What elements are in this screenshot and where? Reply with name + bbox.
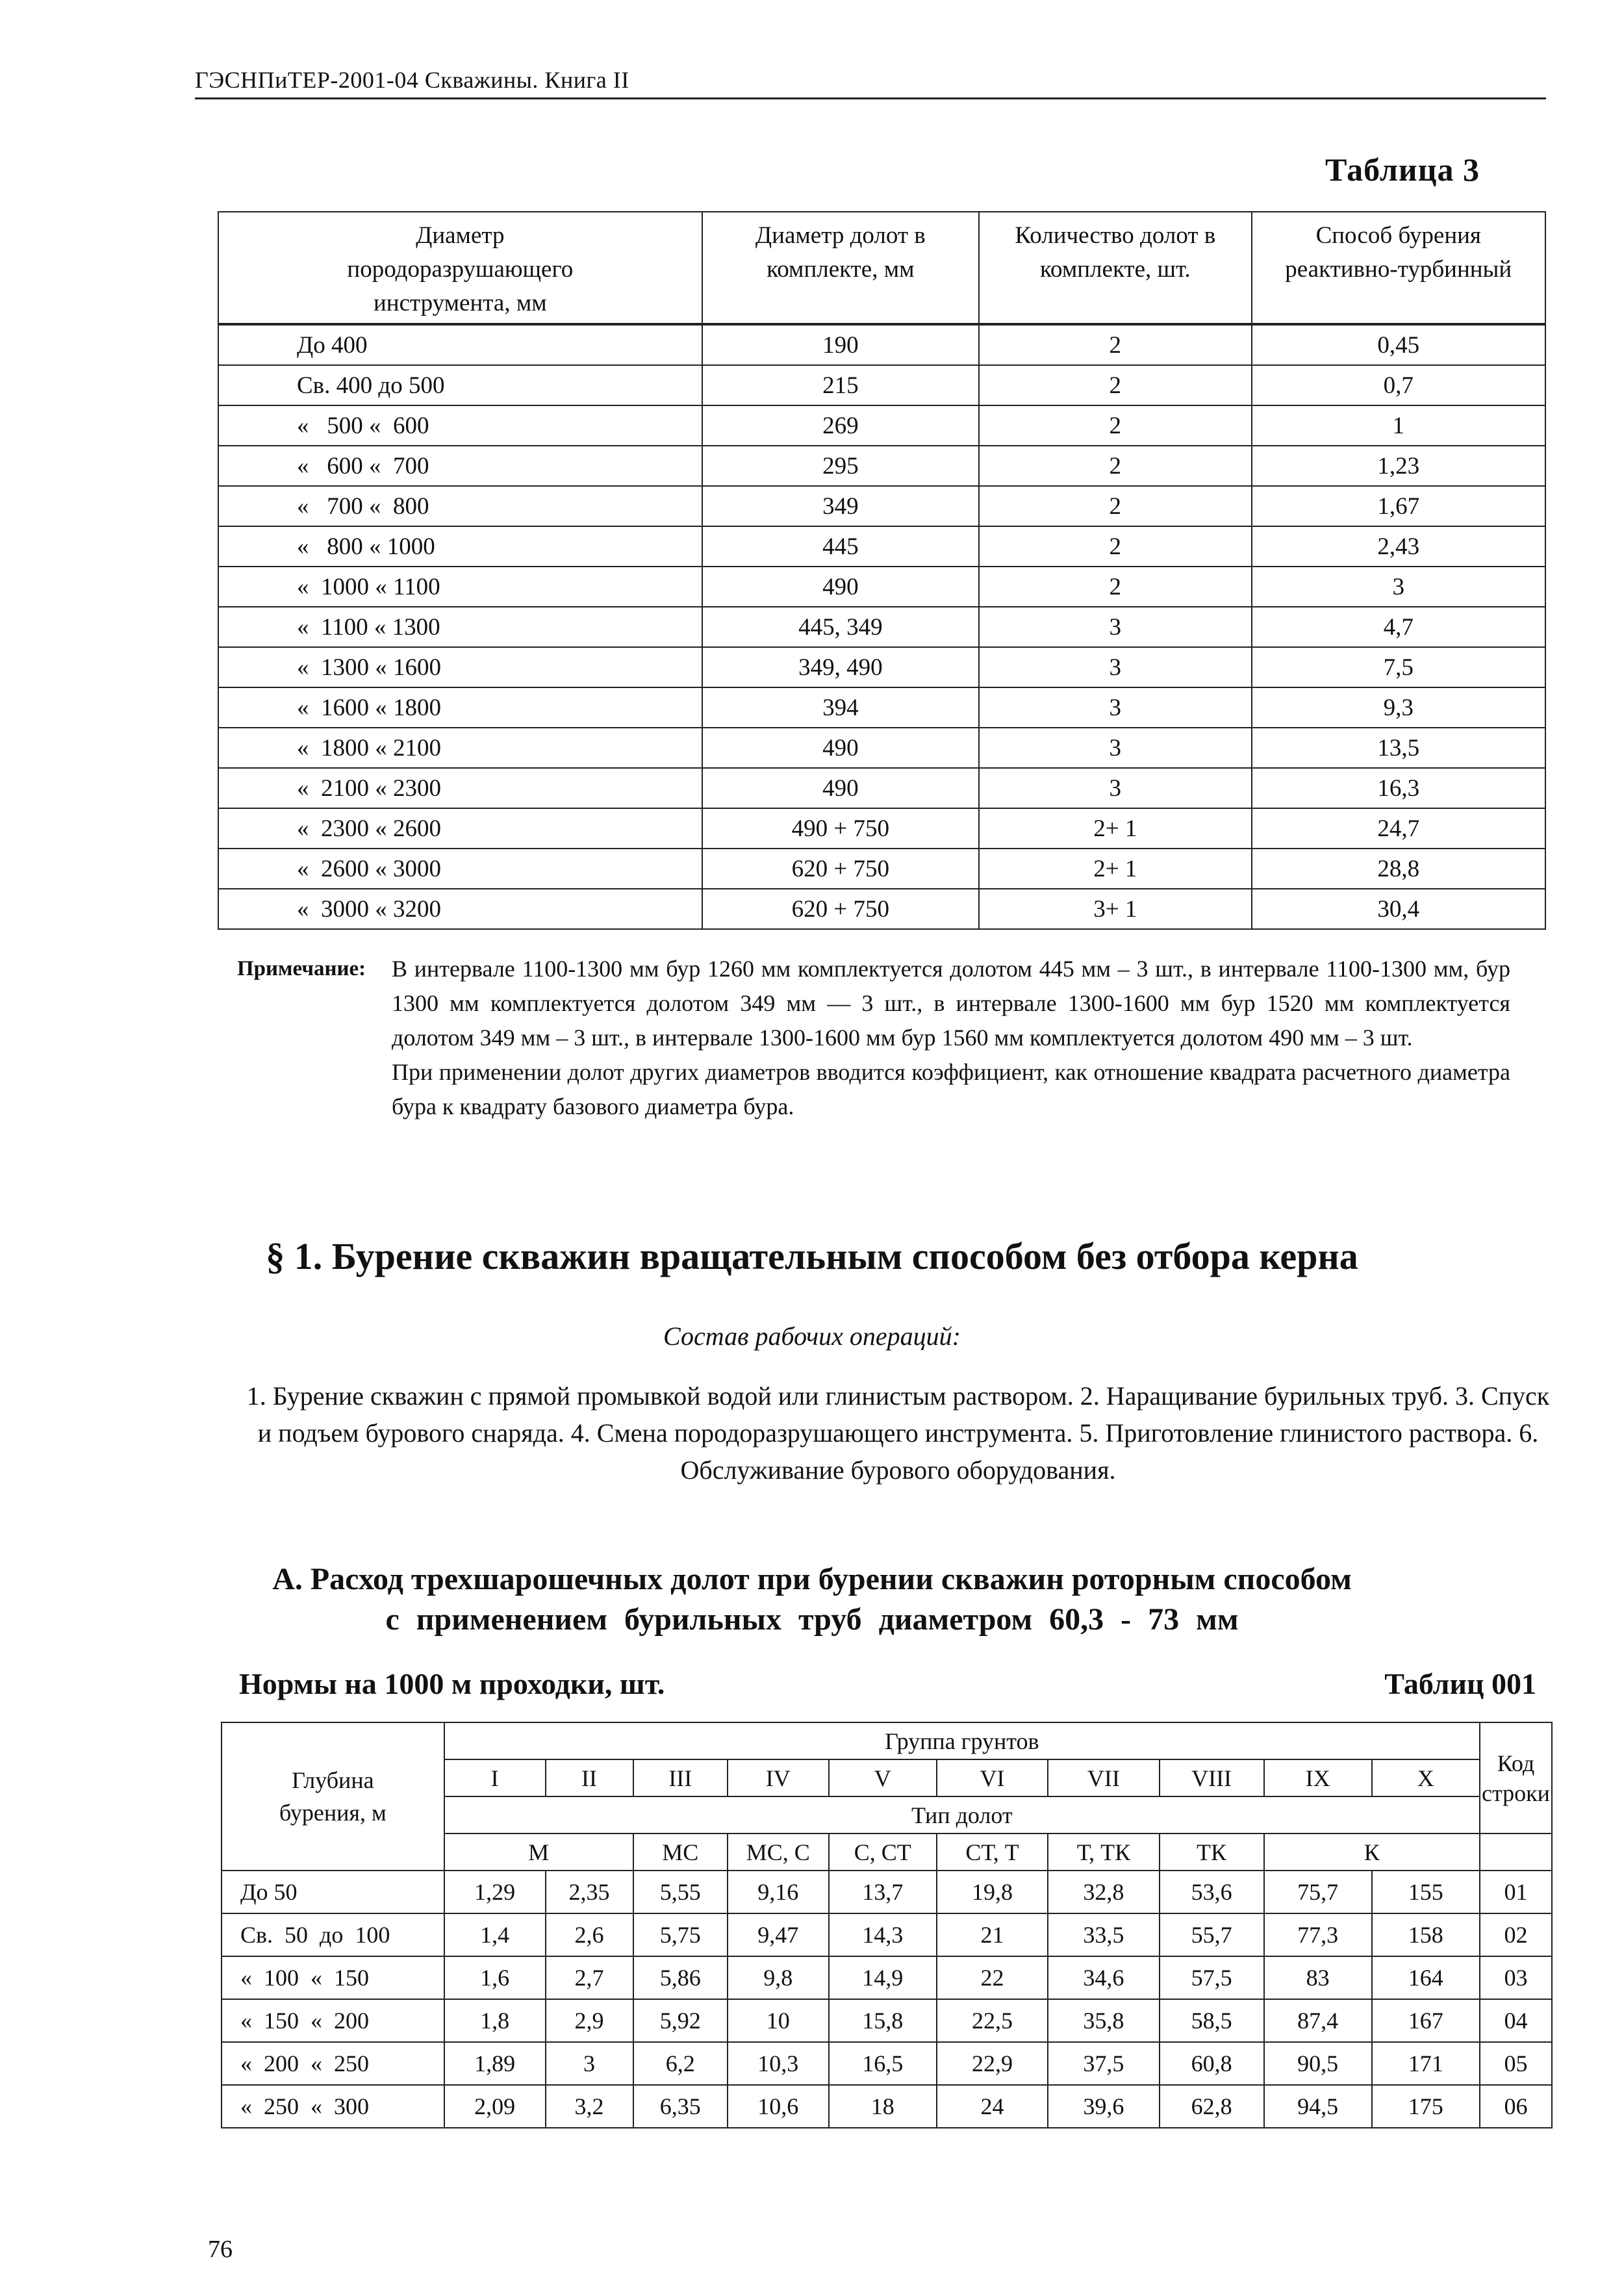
table001-type-cell: МС <box>633 1833 728 1871</box>
table3-row <box>218 728 1545 768</box>
table3-cell: 4,7 <box>1252 607 1545 647</box>
table001-cell: 62,8 <box>1160 2085 1264 2128</box>
operations-text: 1. Бурение скважин с прямой промывкой водой или глинистым раствором. 2. Наращивание бурильных труб. 3. Спуск и подъем бурового снаряда. 4. Смена породоразрушающего инструмента. 5. Приготовление глинистого раствора. 6. Обслуживание бурового оборудования. <box>246 1381 1550 1485</box>
table001-cell: 04 <box>1480 1999 1552 2042</box>
table3-cell: 3 <box>1252 567 1545 607</box>
table001-row <box>222 1913 1552 1956</box>
table001-cell: 1,89 <box>444 2042 546 2085</box>
table001-cell: 60,8 <box>1160 2042 1264 2085</box>
table001-cell: 2,9 <box>546 1999 633 2042</box>
table001-cell: Св. 50 до 100 <box>222 1913 444 1956</box>
table3-row <box>218 324 1545 365</box>
table001-cell: 57,5 <box>1160 1956 1264 1999</box>
table001-group-cell: X <box>1372 1759 1480 1796</box>
table001-cell: 5,55 <box>633 1871 728 1913</box>
table001-group-cell: IV <box>728 1759 829 1796</box>
table001-group-cell: V <box>829 1759 937 1796</box>
table3-cell: « 3000 « 3200 <box>218 889 702 929</box>
table3-cell: 620 + 750 <box>702 889 979 929</box>
page-number: 76 <box>208 2236 233 2263</box>
table001-group-cell: II <box>546 1759 633 1796</box>
table001-cell: 2,7 <box>546 1956 633 1999</box>
table001-cell: 18 <box>829 2085 937 2128</box>
table001-cell: 22,5 <box>937 1999 1048 2042</box>
table001-cell: 167 <box>1372 1999 1480 2042</box>
table001-cell: 2,6 <box>546 1913 633 1956</box>
note-block <box>237 952 1510 1124</box>
table001-cell: 1,6 <box>444 1956 546 1999</box>
table001-cell: 3,2 <box>546 2085 633 2128</box>
table001-group-cell: VII <box>1048 1759 1159 1796</box>
table001-group-cell: VIII <box>1160 1759 1264 1796</box>
subsection-title-line-2: с применением бурильных труб диаметром 60,3 - 73 мм <box>385 1602 1239 1637</box>
table3-cell: 3 <box>979 647 1251 687</box>
table3-cell: « 1600 « 1800 <box>218 687 702 728</box>
table001-row <box>222 2085 1552 2128</box>
table001-cell: 6,35 <box>633 2085 728 2128</box>
table001-cell: 158 <box>1372 1913 1480 1956</box>
table3-cell: « 600 « 700 <box>218 446 702 486</box>
table3-cell: 490 <box>702 728 979 768</box>
table001-group-header-row <box>222 1722 1552 1759</box>
table001-cell: « 100 « 150 <box>222 1956 444 1999</box>
table3-row <box>218 647 1545 687</box>
table001-cell: 175 <box>1372 2085 1480 2128</box>
table001-type-cell: С, СТ <box>829 1833 937 1871</box>
table001-cell: 13,7 <box>829 1871 937 1913</box>
table001-cell: 22 <box>937 1956 1048 1999</box>
table3-row <box>218 365 1545 405</box>
table001-cell: 164 <box>1372 1956 1480 1999</box>
table3-cell: 9,3 <box>1252 687 1545 728</box>
table3-cell: До 400 <box>218 324 702 365</box>
table001-cell: 83 <box>1264 1956 1372 1999</box>
table001-type-cell: Т, ТК <box>1048 1833 1159 1871</box>
table3-cell: 3 <box>979 768 1251 808</box>
table3-cell: 3 <box>979 607 1251 647</box>
running-header: ГЭСНПиТЕР-2001-04 Скважины. Книга II <box>195 67 629 93</box>
table3-cell: 394 <box>702 687 979 728</box>
table3-cell: 0,45 <box>1252 324 1545 365</box>
table3-cell: 2+ 1 <box>979 808 1251 849</box>
table001-cell: 01 <box>1480 1871 1552 1913</box>
table3-cell: 490 <box>702 567 979 607</box>
table001-cell: 94,5 <box>1264 2085 1372 2128</box>
table001-group-cell: IX <box>1264 1759 1372 1796</box>
table001-label: Таблиц 001 <box>1384 1667 1536 1700</box>
table3-cell: « 2600 « 3000 <box>218 849 702 889</box>
table3-cell: « 2300 « 2600 <box>218 808 702 849</box>
table001-cell: 34,6 <box>1048 1956 1159 1999</box>
table3-cell: 2 <box>979 446 1251 486</box>
table3-row <box>218 446 1545 486</box>
table001-cell: 1,29 <box>444 1871 546 1913</box>
table001-code-header: Код строки <box>1480 1722 1552 1833</box>
table001-cell: 21 <box>937 1913 1048 1956</box>
table3-cell: 24,7 <box>1252 808 1545 849</box>
table001-cell: 3 <box>546 2042 633 2085</box>
table001-cell: До 50 <box>222 1871 444 1913</box>
table001-type-header: Тип долот <box>444 1796 1480 1833</box>
table3-cell: 269 <box>702 405 979 446</box>
table3-col-bit-diameter: Диаметр долот в комплекте, мм <box>702 212 979 324</box>
table3-label: Таблица 3 <box>1325 151 1480 188</box>
table3-cell: 2 <box>979 365 1251 405</box>
table001-cell: 155 <box>1372 1871 1480 1913</box>
table3-row <box>218 486 1545 526</box>
table001-group-cell: III <box>633 1759 728 1796</box>
table3-cell: 2 <box>979 324 1251 365</box>
table3-cell: « 1300 « 1600 <box>218 647 702 687</box>
table001-cell: 2,09 <box>444 2085 546 2128</box>
header-rule <box>195 97 1546 99</box>
table3-cell: 1,23 <box>1252 446 1545 486</box>
section-title: § 1. Бурение скважин вращательным способом без отбора керна <box>266 1235 1358 1277</box>
table3-cell: 490 <box>702 768 979 808</box>
table3-cell: 349, 490 <box>702 647 979 687</box>
table001-cell: « 150 « 200 <box>222 1999 444 2042</box>
table001-cell: 58,5 <box>1160 1999 1264 2042</box>
table3-cell: 13,5 <box>1252 728 1545 768</box>
table3-row <box>218 405 1545 446</box>
table3-cell: 349 <box>702 486 979 526</box>
table001-cell: 15,8 <box>829 1999 937 2042</box>
note-paragraph-1: В интервале 1100-1300 мм бур 1260 мм комплектуется долотом 445 мм – 3 шт., в интервале 1100-1300 мм, бур 1300 мм комплектуется долотом 349 мм — 3 шт., в интервале 1300-1600 мм бур 1520 мм комплектуется долотом 349 мм – 3 шт., в интервале 1300-1600 мм бур 1560 мм комплектуется долотом 490 мм – 3 шт. <box>392 956 1510 1051</box>
table3-cell: « 1800 « 2100 <box>218 728 702 768</box>
table001-group-cell: I <box>444 1759 546 1796</box>
table3-cell: 2+ 1 <box>979 849 1251 889</box>
table001-type-cell: МС, С <box>728 1833 829 1871</box>
table3-cell: 1,67 <box>1252 486 1545 526</box>
table001-cell: 9,47 <box>728 1913 829 1956</box>
note-label: Примечание: <box>237 957 366 980</box>
note-paragraph-2: При применении долот других диаметров вводится коэффициент, как отношение квадрата расчетного диаметра бура к квадрату базового диаметра бура. <box>392 1059 1510 1119</box>
table001-cell: 33,5 <box>1048 1913 1159 1956</box>
table001-cell: 77,3 <box>1264 1913 1372 1956</box>
table001-cell: 5,86 <box>633 1956 728 1999</box>
operations-title: Состав рабочих операций: <box>663 1322 961 1351</box>
table3-cell: 0,7 <box>1252 365 1545 405</box>
table001-row <box>222 1956 1552 1999</box>
table3-row <box>218 889 1545 929</box>
table001-cell: 24 <box>937 2085 1048 2128</box>
table001-cell: 05 <box>1480 2042 1552 2085</box>
table3-header-row <box>218 212 1545 324</box>
table001-cell: 90,5 <box>1264 2042 1372 2085</box>
table001-type-cell: К <box>1264 1833 1480 1871</box>
table3-cell: 295 <box>702 446 979 486</box>
table001-type-cell: СТ, Т <box>937 1833 1048 1871</box>
table3-cell: 3 <box>979 687 1251 728</box>
table001-cell: « 200 « 250 <box>222 2042 444 2085</box>
table3-cell: « 2100 « 2300 <box>218 768 702 808</box>
table001-cell: 9,8 <box>728 1956 829 1999</box>
table3-cell: 620 + 750 <box>702 849 979 889</box>
table001-cell: 32,8 <box>1048 1871 1159 1913</box>
table001-cell: 10 <box>728 1999 829 2042</box>
table3-cell: 2 <box>979 567 1251 607</box>
table001-body <box>222 1871 1552 2128</box>
table3-cell: 1 <box>1252 405 1545 446</box>
table3-row <box>218 687 1545 728</box>
table3-cell: « 1100 « 1300 <box>218 607 702 647</box>
table3-cell: 2 <box>979 405 1251 446</box>
table001-cell: 75,7 <box>1264 1871 1372 1913</box>
table001-cell: 87,4 <box>1264 1999 1372 2042</box>
table001-cell: 10,3 <box>728 2042 829 2085</box>
table3-row <box>218 849 1545 889</box>
table3-cell: 3 <box>979 728 1251 768</box>
table001-cell: 5,92 <box>633 1999 728 2042</box>
table3-cell: 16,3 <box>1252 768 1545 808</box>
table3-cell: 2,43 <box>1252 526 1545 567</box>
table3-cell: 445, 349 <box>702 607 979 647</box>
table001-row <box>222 2042 1552 2085</box>
table001-cell: 19,8 <box>937 1871 1048 1913</box>
table001-cell: 14,3 <box>829 1913 937 1956</box>
table3-cell: 190 <box>702 324 979 365</box>
table3-cell: 445 <box>702 526 979 567</box>
table001-cell: 6,2 <box>633 2042 728 2085</box>
table001 <box>221 1722 1553 2128</box>
table3-row <box>218 768 1545 808</box>
table001-cell: 39,6 <box>1048 2085 1159 2128</box>
table3-cell: « 1000 « 1100 <box>218 567 702 607</box>
table001-cell: 2,35 <box>546 1871 633 1913</box>
table001-group-header: Группа грунтов <box>444 1722 1480 1759</box>
table3-cell: 490 + 750 <box>702 808 979 849</box>
table001-cell: 171 <box>1372 2042 1480 2085</box>
norms-caption: Нормы на 1000 м проходки, шт. <box>239 1667 665 1700</box>
table001-cell: 06 <box>1480 2085 1552 2128</box>
table3-cell: 215 <box>702 365 979 405</box>
table3-cell: « 800 « 1000 <box>218 526 702 567</box>
table001-depth-header: Глубина бурения, м <box>222 1722 444 1871</box>
subsection-title <box>0 1559 1624 1640</box>
table001-code-spacer <box>1480 1833 1552 1871</box>
subsection-title-line-1: А. Расход трехшарошечных долот при бурении скважин роторным способом <box>272 1562 1352 1596</box>
table3-cell: « 700 « 800 <box>218 486 702 526</box>
table3-cell: 2 <box>979 486 1251 526</box>
table001-cell: 16,5 <box>829 2042 937 2085</box>
table001-cell: 55,7 <box>1160 1913 1264 1956</box>
table3-cell: Св. 400 до 500 <box>218 365 702 405</box>
table3-cell: 2 <box>979 526 1251 567</box>
table001-cell: 14,9 <box>829 1956 937 1999</box>
table3-cell: 30,4 <box>1252 889 1545 929</box>
table001-cell: 53,6 <box>1160 1871 1264 1913</box>
table3-cell: « 500 « 600 <box>218 405 702 446</box>
table001-type-cell: М <box>444 1833 633 1871</box>
table001-cell: 03 <box>1480 1956 1552 1999</box>
table001-cell: 35,8 <box>1048 1999 1159 2042</box>
table001-group-cell: VI <box>937 1759 1048 1796</box>
table3-cell: 7,5 <box>1252 647 1545 687</box>
table3-row <box>218 526 1545 567</box>
table001-row <box>222 1871 1552 1913</box>
table001-cell: 1,8 <box>444 1999 546 2042</box>
table3-cell: 28,8 <box>1252 849 1545 889</box>
table001-type-cell: ТК <box>1160 1833 1264 1871</box>
table001-cell: 10,6 <box>728 2085 829 2128</box>
table001-cell: 1,4 <box>444 1913 546 1956</box>
table3-body <box>218 324 1545 929</box>
table001-cell: 5,75 <box>633 1913 728 1956</box>
table001-cell: 02 <box>1480 1913 1552 1956</box>
table001-cell: « 250 « 300 <box>222 2085 444 2128</box>
table001-cell: 37,5 <box>1048 2042 1159 2085</box>
table3-row <box>218 607 1545 647</box>
table3 <box>218 211 1546 930</box>
table3-col-bit-count: Количество долот в комплекте, шт. <box>979 212 1251 324</box>
table3-cell: 3+ 1 <box>979 889 1251 929</box>
table3-row <box>218 808 1545 849</box>
table001-cell: 9,16 <box>728 1871 829 1913</box>
table3-col-diameter: Диаметр породоразрушающего инструмента, мм <box>218 212 702 324</box>
table3-row <box>218 567 1545 607</box>
table001-cell: 22,9 <box>937 2042 1048 2085</box>
table001-row <box>222 1999 1552 2042</box>
table3-col-method: Способ бурения реактивно-турбинный <box>1252 212 1545 324</box>
